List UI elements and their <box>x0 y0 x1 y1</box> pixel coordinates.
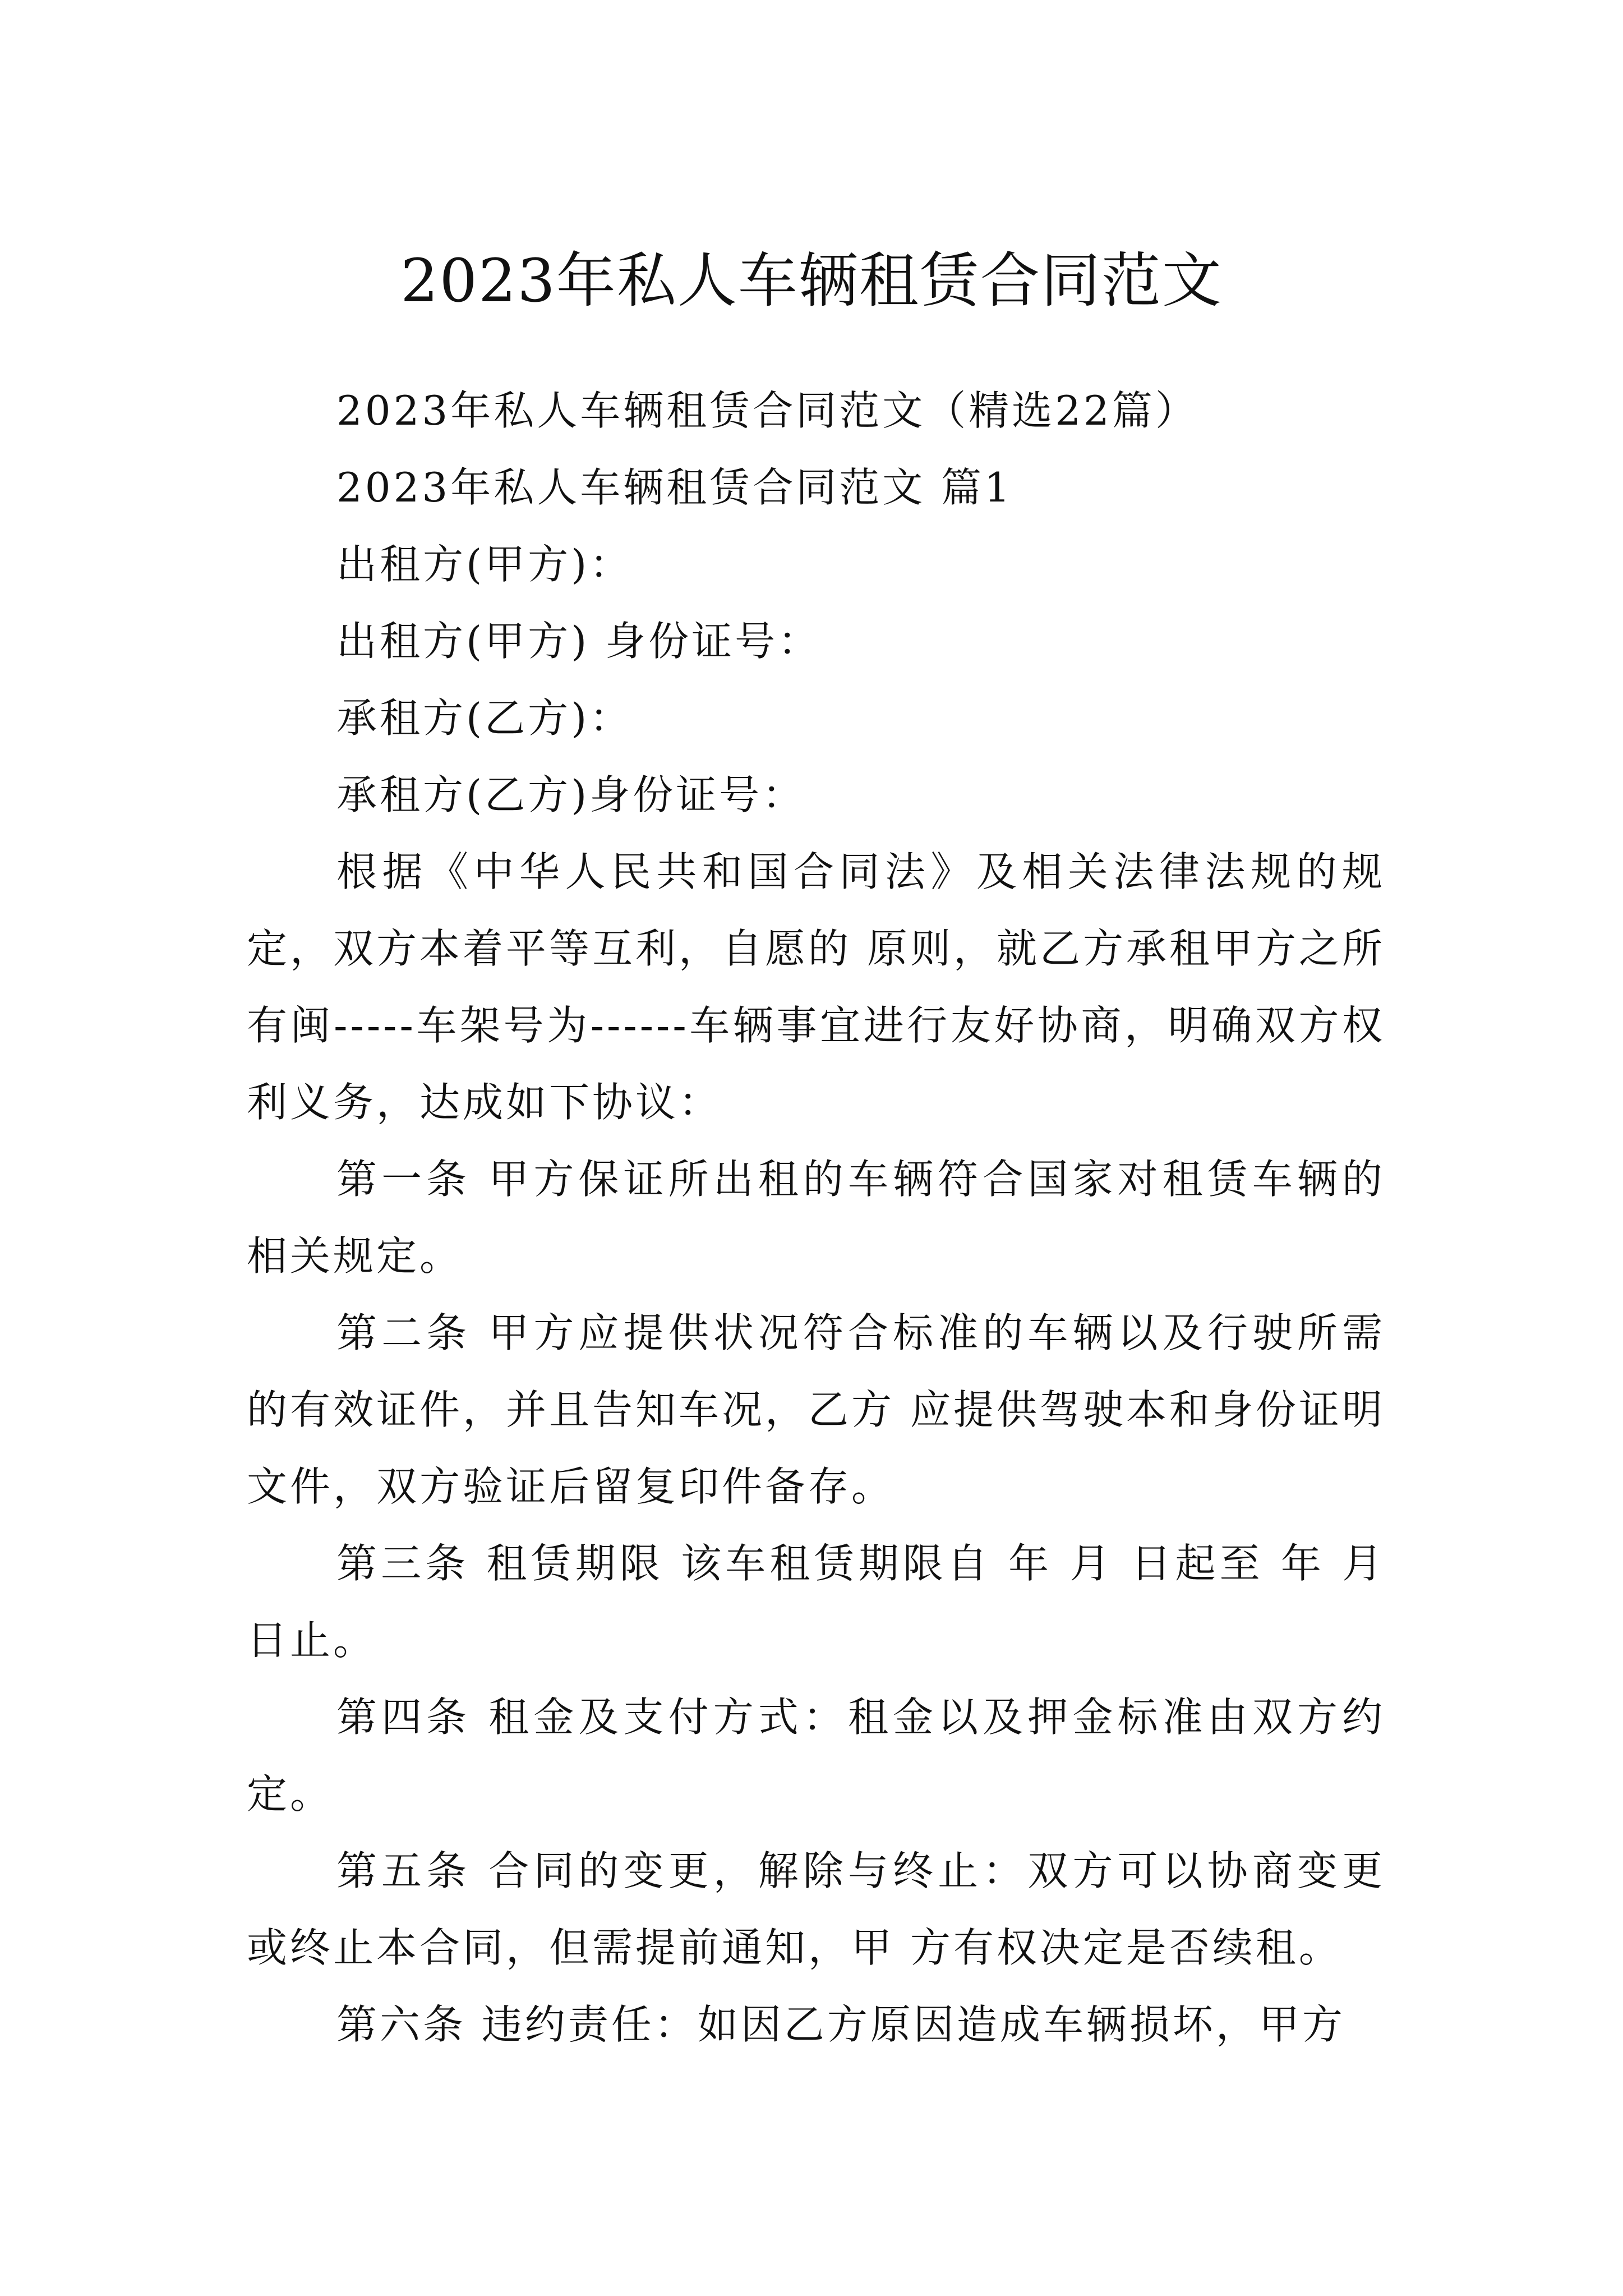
document-title: 2023年私人车辆租赁合同范文 <box>400 246 1223 316</box>
paragraph-article-2: 第二条 甲方应提供状况符合标准的车辆以及行驶所需的有效证件，并且告知车况，乙方 应提供驾驶本和身份证明文件，双方验证后留复印件备存。 <box>247 1309 1385 1510</box>
paragraph-lessee-id: 承租方(乙方)身份证号： <box>336 771 806 818</box>
document-body <box>247 372 1385 2063</box>
paragraph-subtitle: 2023年私人车辆租赁合同范文（精选22篇） <box>336 387 1198 434</box>
paragraph-article-4: 第四条 租金及支付方式：租金以及押金标准由双方约定。 <box>247 1694 1385 1818</box>
paragraph-lessor-id: 出租方(甲方) 身份证号： <box>336 618 822 665</box>
paragraph-lessee: 承租方(乙方)： <box>336 694 633 742</box>
paragraph-article-5: 第五条 合同的变更，解除与终止：双方可以协商变更或终止本合同，但需提前通知，甲 方有权决定是否续租。 <box>247 1847 1385 1971</box>
paragraph-lessor: 出租方(甲方)： <box>336 541 633 588</box>
paragraph-section-heading: 2023年私人车辆租赁合同范文 篇1 <box>336 464 1013 511</box>
paragraph-preamble: 根据《中华人民共和国合同法》及相关法律法规的规定，双方本着平等互利，自愿的 原则，就乙方承租甲方之所有闽-----车架号为------车辆事宜进行友好协商，明确双方权利义务，达成如下协议： <box>247 848 1385 1126</box>
paragraph-article-3: 第三条 租赁期限 该车租赁期限自 年 月 日起至 年 月 日止。 <box>247 1540 1385 1664</box>
paragraph-article-6: 第六条 违约责任：如因乙方原因造成车辆损坏，甲方 <box>336 2001 1345 2048</box>
paragraph-article-1: 第一条 甲方保证所出租的车辆符合国家对租赁车辆的相关规定。 <box>247 1156 1385 1280</box>
